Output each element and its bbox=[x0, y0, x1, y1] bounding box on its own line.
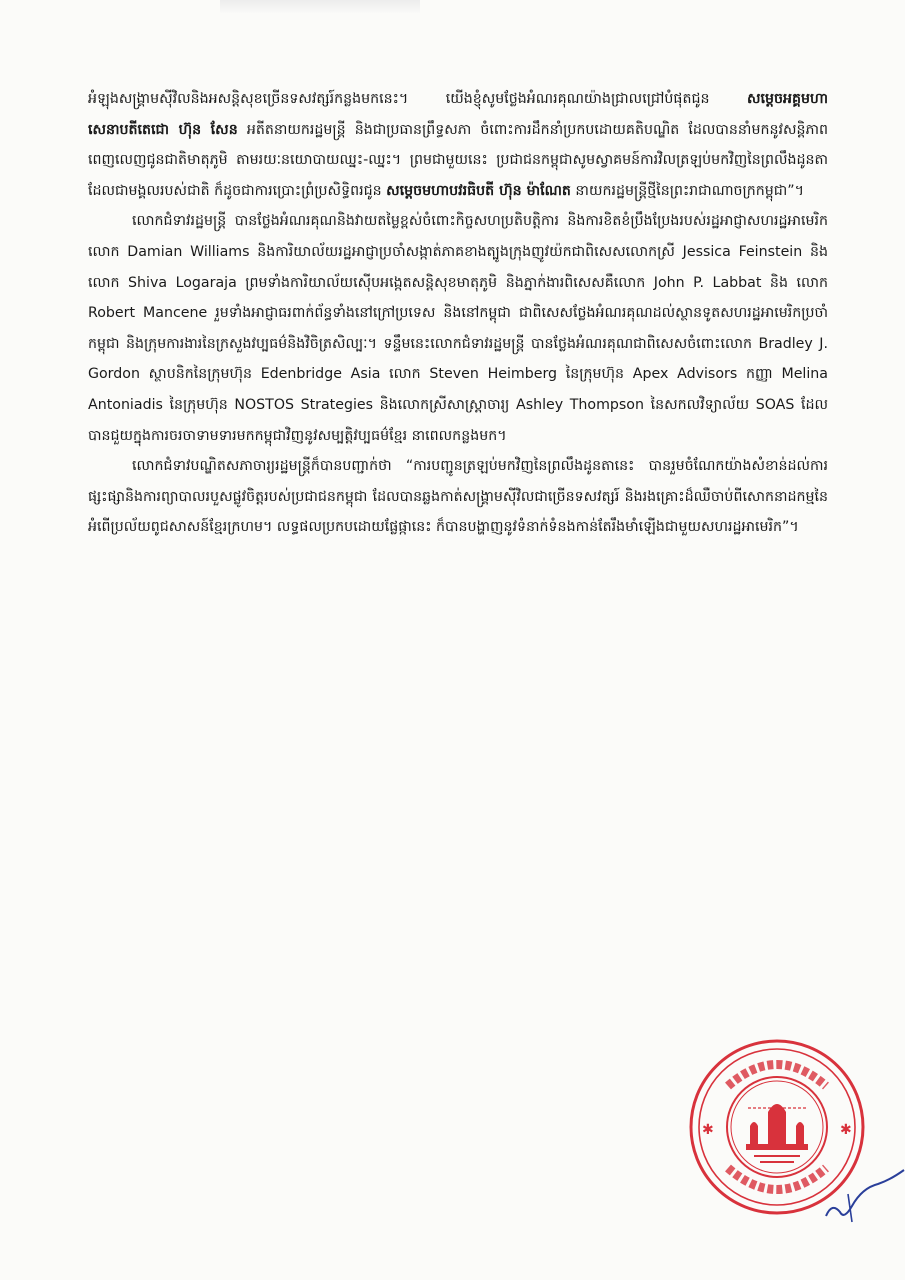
text-run: លោកជំទាវរដ្ឋមន្ត្រី បានថ្លែងអំណរគុណនិងវាយតម្លៃខ្ពស់ចំពោះកិច្ចសហប្រតិបត្តិការ និងការខិតខំប្រឹងប្រែងរបស់រដ្ឋអាជ្ញាសហរដ្ឋអាមេរិក លោក Damian Williams និងការិយាល័យរដ្ឋអាជ្ញាប្រចាំសង្កាត់ភាគខាងត្បូងក្រុងញូវយ៉កជាពិសេសលោកស្រី Jessica Feinstein និងលោក Shiva Logaraja ព្រមទាំងការិយាល័យស៊ើបអង្កេតសន្តិសុខមាតុភូមិ និងភ្នាក់ងារពិសេសគឺលោក John P. Labbat និង លោក Robert Mancene រួមទាំងអាជ្ញាធរពាក់ព័ន្ធទាំងនៅក្រៅប្រទេស និងនៅកម្ពុជា ជាពិសេសថ្លែងអំណរគុណដល់ស្ថានទូតសហរដ្ឋអាមេរិកប្រចាំកម្ពុជា និងក្រុមការងារនៃក្រសួងវប្បធម៌និងវិចិត្រសិល្បៈ។ ទន្ទឹមនេះលោកជំទាវរដ្ឋមន្ត្រី បានថ្លែងអំណរគុណជាពិសេសចំពោះលោក Bradley J. Gordon ស្ថាបនិកនៃក្រុមហ៊ុន Edenbridge Asia លោក Steven Heimberg នៃក្រុមហ៊ុន Apex Advisors កញ្ញា Melina Antoniadis នៃក្រុមហ៊ុន NOSTOS Strategies និងលោកស្រីសាស្ត្រាចារ្យ Ashley Thompson នៃសកលវិទ្យាល័យ SOAS ដែលបានជួយក្នុងការចរចាទាមទារមកកម្ពុជាវិញនូវសម្បត្តិវប្បធម៌ខ្មែរ នាពេលកន្លងមក។ bbox=[88, 213, 828, 444]
svg-text:✱: ✱ bbox=[702, 1122, 714, 1138]
text-run: លោកជំទាវបណ្ឌិតសភាចារ្យរដ្ឋមន្ត្រីក៏បានបញ្ជាក់ថា “ការបញ្ជូនត្រឡប់មកវិញនៃព្រលឹងដូនតានេះ បានរួមចំណែកយ៉ាងសំខាន់ដល់ការផ្សះផ្សានិងការព្យាបាលរបួសផ្លូវចិត្តរបស់ប្រជាជនកម្ពុជា ដែលបានឆ្លងកាត់សង្គ្រាមស៊ីវិលជាច្រើនទសវត្សរ៍ និងរងគ្រោះដ៏ឈឺចាប់ពីសោកនាដកម្មនៃអំពើប្រល័យពូជសាសន៍ខ្មែរក្រហម។ លទ្ធផលប្រកបដោយផ្លែផ្កានេះ ក៏បានបង្ហាញនូវទំនាក់ទំនងកាន់តែរឹងមាំឡើងជាមួយសហរដ្ឋអាមេរិក”។ bbox=[88, 458, 828, 536]
text-run: អំឡុងសង្គ្រាមស៊ីវិលនិងអសន្តិសុខច្រើនទសវត្សរ៍កន្លងមកនេះ។ យើងខ្ញុំសូមថ្លែងអំណរគុណយ៉ាងជ្រាលជ្រៅបំផុតជូន bbox=[88, 91, 747, 107]
text-run: អតីតនាយករដ្ឋមន្ត្រី និងជាប្រធានព្រឹទ្ធសភា ចំពោះការដឹកនាំប្រកបដោយគតិបណ្ឌិត ដែលបាននាំមកនូវសន្តិភាពពេញលេញជូនជាតិមាតុភូមិ តាមរយៈនយោបាយឈ្នះ-ឈ្នះ។ ព្រមជាមួយនេះ ប្រជាជនកម្ពុជាសូមស្វាគមន៍ការវិលត្រឡប់មកវិញនៃព្រលឹងដូនតាដែលជាមង្គលរបស់ជាតិ ក៏ដូចជាការប្រោះព្រំប្រសិទ្ធិពរជូន bbox=[88, 121, 828, 199]
paragraph-p2 bbox=[88, 206, 828, 451]
paragraph-p3 bbox=[88, 451, 828, 543]
bold-name-run: សម្តេចអគ្គមហាសេនាបតីតេជោ ហ៊ុន សែន bbox=[88, 91, 828, 138]
document-body bbox=[88, 84, 828, 543]
paragraph-p1 bbox=[88, 84, 828, 206]
bold-name-run: សម្តេចមហាបវរធិបតី ហ៊ុន ម៉ាណែត bbox=[386, 182, 571, 199]
text-run: នាយករដ្ឋមន្ត្រីថ្មីនៃព្រះរាជាណាចក្រកម្ពុជា”។ bbox=[570, 182, 804, 199]
svg-text:✱: ✱ bbox=[840, 1122, 852, 1138]
scan-shadow bbox=[220, 0, 420, 14]
signature-mark bbox=[818, 1150, 905, 1230]
